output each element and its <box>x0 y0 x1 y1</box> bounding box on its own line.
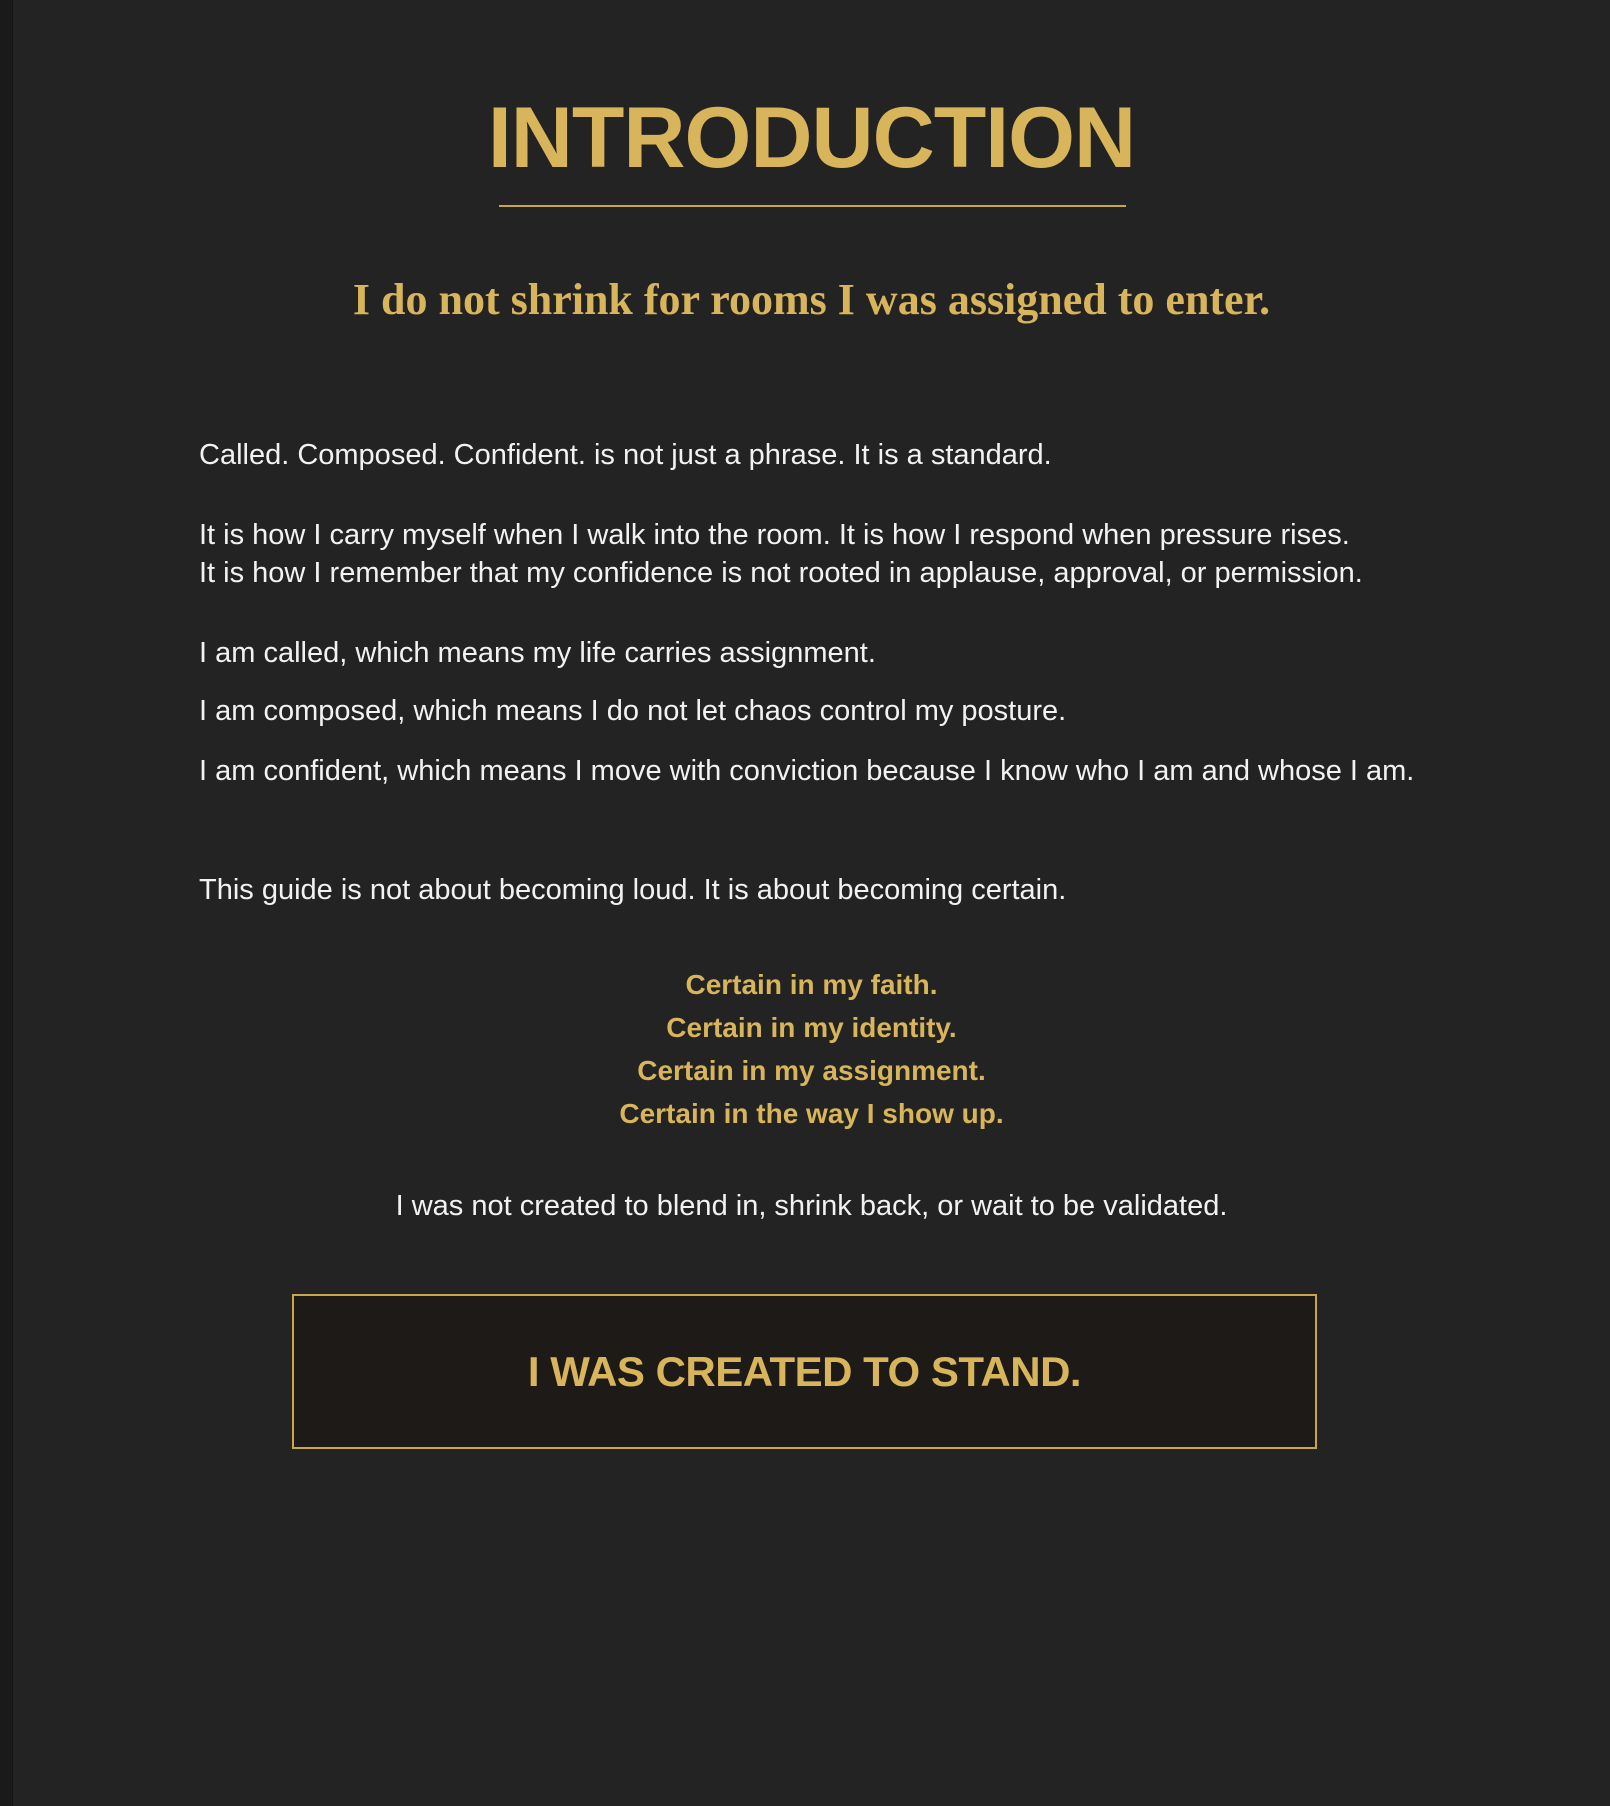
certain-item-faith: Certain in my faith. <box>685 969 938 1000</box>
callout-text: I WAS CREATED TO STAND. <box>527 1347 1082 1395</box>
closing-statement: I was not created to blend in, shrink back, or wait to be validated. <box>395 1190 1228 1222</box>
paragraph-line: It is how I carry myself when I walk into the room. It is how I respond when pressure rises. <box>199 519 1350 551</box>
certain-list <box>13 963 1610 1135</box>
paragraph-certain: This guide is not about becoming loud. It is about becoming certain. <box>199 874 1067 906</box>
paragraph-line: It is how I remember that my confidence is not rooted in applause, approval, or permission. <box>199 557 1363 589</box>
paragraph-composed: I am composed, which means I do not let chaos control my posture. <box>199 695 1067 727</box>
paragraph-confident: I am confident, which means I move with conviction because I know who I am and whose I am. <box>199 755 1415 787</box>
page-title: INTRODUCTION <box>487 90 1136 186</box>
title-divider <box>499 205 1126 207</box>
paragraph-carry-myself <box>199 516 1429 592</box>
certain-item-assignment: Certain in my assignment. <box>637 1055 986 1086</box>
paragraph-standard: Called. Composed. Confident. is not just a phrase. It is a standard. <box>199 439 1052 471</box>
certain-item-identity: Certain in my identity. <box>666 1012 957 1043</box>
document-page <box>13 0 1610 1806</box>
tagline: I do not shrink for rooms I was assigned to enter. <box>352 275 1271 324</box>
certain-item-show-up: Certain in the way I show up. <box>619 1098 1004 1129</box>
left-page-edge <box>0 0 13 1806</box>
paragraph-called: I am called, which means my life carries assignment. <box>199 637 876 669</box>
callout-box <box>292 1294 1317 1449</box>
